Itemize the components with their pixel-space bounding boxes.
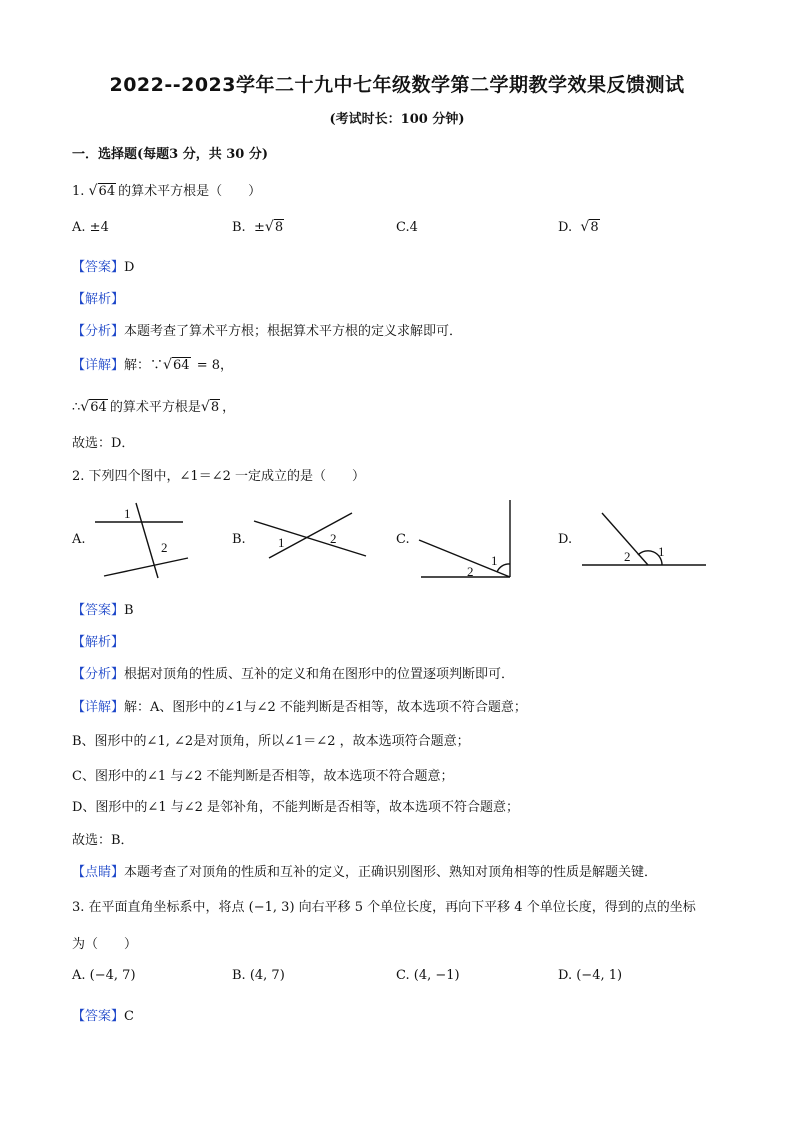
q1-detail: 【详解】解：∵ √ 64 = 8， — [72, 357, 234, 373]
q1-stem — [72, 180, 261, 199]
figure-b-line-1 — [254, 521, 366, 556]
q2-option-d-label: D. — [558, 532, 573, 547]
q2-line-b: B、图形中的∠1, ∠2是对顶角，所以∠1＝∠2 ，故本选项符合题意； — [72, 734, 470, 749]
q1-answer: 【答案】D — [72, 260, 135, 275]
page-title: 2022--2023学年二十九中七年级数学第二学期教学效果反馈测试 — [109, 74, 685, 96]
figure-b — [250, 505, 370, 563]
q1-option-b: B. ± √ 8 — [232, 219, 284, 235]
answer-tag: 【答案】 — [72, 260, 125, 275]
q1-therefore: ∴ √ 64 的算术平方根是 √ 8 ， — [72, 399, 236, 415]
q1-number: 1. — [72, 184, 85, 199]
sqrt-symbol: √ 64 — [163, 357, 190, 373]
q1-choose: 故选：D． — [72, 436, 135, 451]
q2-line-c: C、图形中的∠1 与∠2 不能判断是否相等，故本选项不符合题意； — [72, 769, 454, 784]
q2-option-a-label: A. — [72, 532, 86, 547]
sqrt-symbol: √ 64 — [80, 399, 107, 415]
q3-option-b: B. (4, 7) — [232, 968, 285, 983]
q3-stem: 3. 在平面直角坐标系中，将点 (−1, 3) 向右平移 5 个单位长度，再向下平移 4 个单位长度，得到的点的坐标 — [72, 900, 696, 915]
q2-detail: 【详解】解：A、图形中的∠1与∠2 不能判断是否相等，故本选项不符合题意； — [72, 700, 527, 715]
section-heading: 一．选择题(每题3 分，共 30 分) — [72, 147, 269, 162]
sqrt-symbol: √ 8 — [580, 219, 599, 235]
figure-d — [578, 508, 710, 570]
angle-2-label: 2 — [467, 564, 474, 579]
angle-1-label: 1 — [491, 553, 498, 568]
q2-comment: 【点睛】本题考查了对顶角的性质和互补的定义，正确识别图形、熟知对顶角相等的性质是解题关键． — [72, 865, 658, 880]
q2-line-d: D、图形中的∠1 与∠2 是邻补角，不能判断是否相等，故本选项不符合题意； — [72, 800, 520, 815]
q3-stem-cont: 为（ ） — [72, 937, 138, 952]
q2-stem: 2. 下列四个图中，∠1＝∠2 一定成立的是（ ） — [72, 469, 365, 484]
figure-c — [415, 497, 515, 583]
q2-answer: 【答案】B — [72, 603, 134, 618]
exam-duration: (考试时长：100 分钟) — [329, 112, 465, 127]
angle-arc — [497, 564, 510, 572]
q3-option-a: A. (−4, 7) — [72, 968, 136, 983]
angle-2-label: 2 — [330, 531, 337, 546]
q3-option-d: D. (−4, 1) — [558, 968, 623, 983]
q1-fenxi: 【分析】本题考查了算术平方根；根据算术平方根的定义求解即可． — [72, 324, 463, 339]
angle-2-label: 2 — [624, 549, 631, 564]
q3-option-c: C. (4, −1) — [396, 968, 460, 983]
angle-1-label: 1 — [658, 544, 665, 559]
q1-stem-text: 的算术平方根是（ ） — [118, 184, 262, 199]
angle-1-label: 1 — [124, 506, 131, 521]
q1-option-a: A. ±4 — [72, 220, 109, 235]
angle-2-label: 2 — [161, 540, 168, 555]
figure-a — [90, 500, 190, 582]
figure-a-bottom-line — [104, 558, 188, 576]
q1-option-c: C.4 — [396, 220, 418, 235]
q2-analysis-tag: 【解析】 — [72, 635, 125, 650]
q1-option-d: D. √ 8 — [558, 219, 599, 235]
sqrt-symbol: √ 64 — [88, 183, 116, 199]
q2-fenxi: 【分析】根据对顶角的性质、互补的定义和角在图形中的位置逐项判断即可． — [72, 667, 515, 682]
sqrt-symbol: √ 8 — [264, 219, 284, 235]
q2-option-c-label: C. — [396, 532, 410, 547]
q2-choose: 故选：B． — [72, 833, 134, 848]
q3-answer: 【答案】C — [72, 1009, 134, 1024]
q2-option-b-label: B. — [232, 532, 246, 547]
q1-analysis-tag: 【解析】 — [72, 292, 125, 307]
answer-tag: 【答案】 — [72, 603, 125, 618]
answer-tag: 【答案】 — [72, 1009, 125, 1024]
angle-1-label: 1 — [278, 535, 285, 550]
sqrt-symbol: √ 8 — [200, 399, 220, 415]
